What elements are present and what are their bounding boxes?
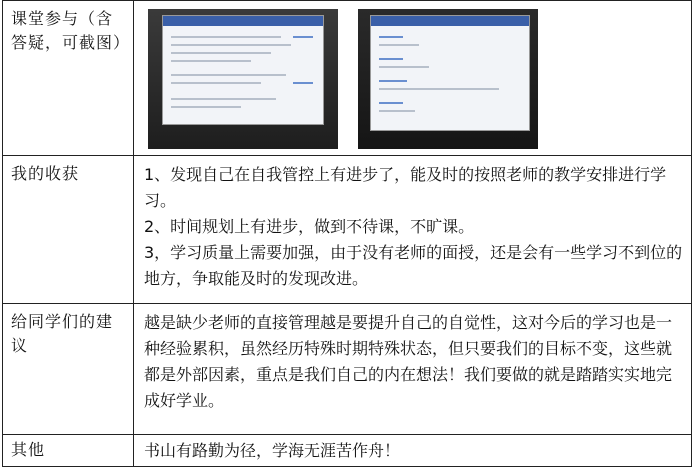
gain-item-1: 1、发现自己在自我管控上有进步了，能及时的按照老师的教学安排进行学习。 [144, 165, 667, 210]
tablet-screen-2 [370, 15, 530, 131]
classroom-screenshot-photo-1 [148, 9, 338, 149]
gains-cell [134, 156, 692, 304]
participation-photos-cell [134, 1, 692, 156]
other-text: 书山有路勤为径，学海无涯苦作舟！ [134, 435, 692, 467]
row-class-participation [3, 1, 692, 156]
tablet-screen-1 [162, 15, 324, 125]
gain-item-2: 2、时间规划上有进步，做到不待课，不旷课。 [144, 217, 475, 236]
classroom-screenshot-photo-2 [358, 9, 538, 149]
photo-gallery [144, 7, 683, 155]
label-advice: 给同学们的建议 [3, 304, 134, 435]
gain-item-3: 3，学习质量上需要加强，由于没有老师的面授，还是会有一些学习不到位的地方，争取能及时的发现改进。 [144, 243, 683, 288]
reflection-table [2, 0, 692, 467]
row-advice [3, 304, 692, 435]
label-other: 其他 [3, 435, 134, 467]
row-other [3, 435, 692, 467]
row-my-gains [3, 156, 692, 304]
advice-text: 越是缺少老师的直接管理越是要提升自己的自觉性，这对今后的学习也是一种经验累积，虽然经历特殊时期特殊状态，但只要我们的目标不变，这些就都是外部因素，重点是我们自己的内在想法！我们要做的就是踏踏实实地完成好学业。 [134, 304, 692, 435]
label-class-participation: 课堂参与（含答疑，可截图） [3, 1, 134, 156]
label-my-gains: 我的收获 [3, 156, 134, 304]
